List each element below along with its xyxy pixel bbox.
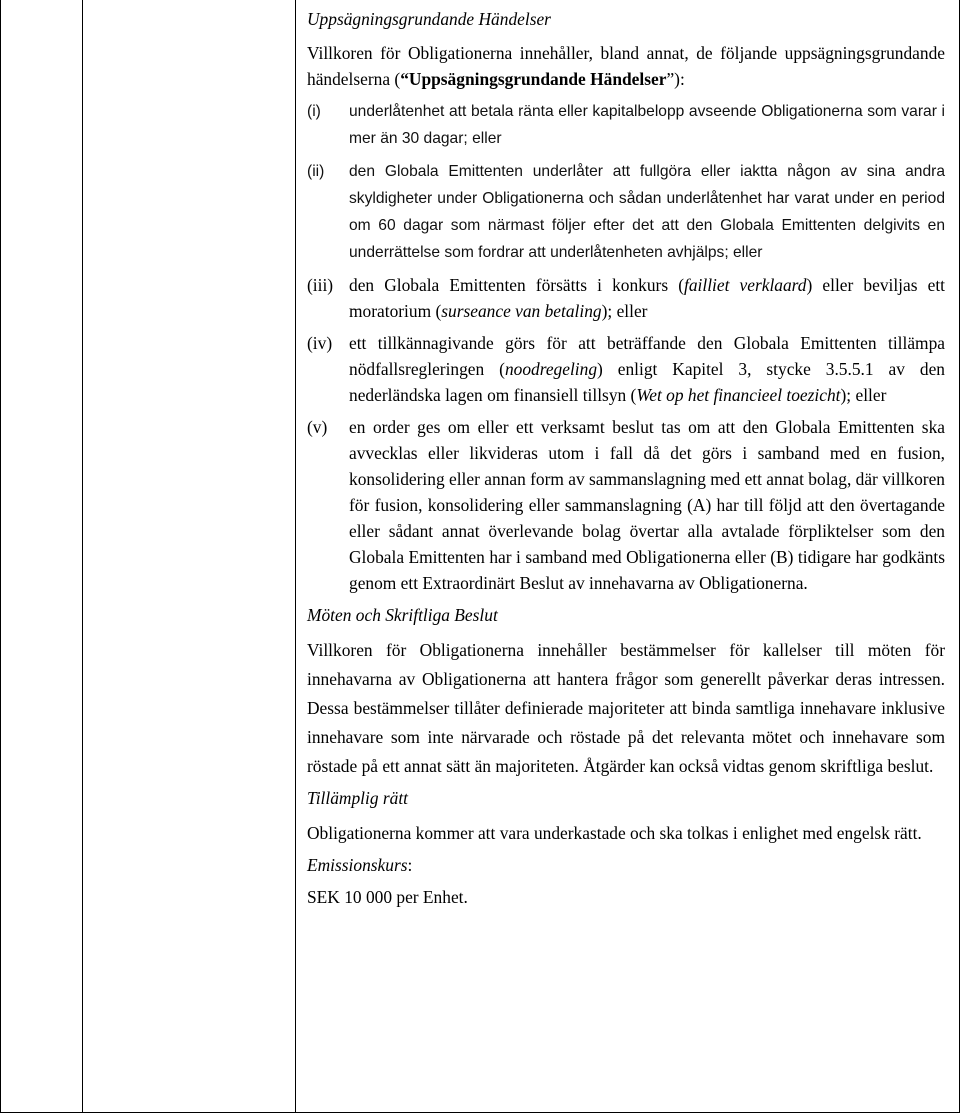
document-cell-content <box>307 6 945 914</box>
list-item-number: (ii) <box>307 163 325 180</box>
section-heading-meetings: Möten och Skriftliga Beslut <box>307 605 498 625</box>
list-item-text: den Globala Emittenten underlåter att fullgöra eller iaktta någon av sina andra skyldigheter under Obligationerna och sådan underlåtenhet har varat under en period om 60 dagar som närmast följer efter det att den Globala Emittenten delgivits en underrättelse som fordrar att underlåtenheten avhjälps; eller <box>349 163 945 261</box>
governing-law-text: Obligationerna kommer att vara underkastade och ska tolkas i enlighet med engelsk rätt. <box>307 823 922 843</box>
table-column-divider-1 <box>82 0 83 1113</box>
list-item <box>307 414 945 596</box>
meetings-text: Villkoren för Obligationerna innehåller bestämmelser för kallelser till möten för innehavarna av Obligationerna att hantera frågor som generellt påverkar deras intressen. Dessa bestämmelser tillåter definierade majoriteter att binda samtliga innehavare inklusive innehavare som inte närvarade och röstade på det relevanta mötet och innehavare som röstade på ett annat sätt än majoriteten. Åtgärder kan också vidtas genom skriftliga beslut. <box>307 640 945 776</box>
text-run: ) eller beviljas ett moratorium ( <box>349 275 946 321</box>
intro-defined-term: “Uppsägningsgrundande Händelser <box>400 69 667 89</box>
intro-text: Villkoren för Obligationerna innehåller, bland annat, de följande uppsägningsgrundande händelserna ( <box>307 43 945 89</box>
section-heading-issue-price <box>307 852 945 878</box>
section-heading-events: Uppsägningsgrundande Händelser <box>307 9 551 29</box>
intro-text-end: ”): <box>666 69 685 89</box>
dutch-term: Wet op het financieel toezicht <box>636 385 841 405</box>
section-heading-governing-law: Tillämplig rätt <box>307 788 408 808</box>
text-run: ett tillkännagivande görs för att beträffande den Globala Emittenten tillämpa nödfallsregleringen ( <box>349 333 945 379</box>
list-item-text <box>349 330 945 408</box>
text-run: ); eller <box>840 385 887 405</box>
text-run: ); eller <box>601 301 648 321</box>
list-item <box>307 98 945 152</box>
list-item <box>307 272 945 324</box>
issue-price-text: SEK 10 000 per Enhet. <box>307 887 468 907</box>
list-item-number: (i) <box>307 103 321 120</box>
issue-price-heading-colon: : <box>407 855 413 875</box>
list-item-text: en order ges om eller ett verksamt beslut tas om att den Globala Emittenten ska avvecklas eller likvideras utom i fall då det görs i samband med en fusion, konsolidering eller annan form av sammanslagning med ett annat bolag, där villkoren för fusion, konsolidering eller sammanslagning (A) har till följd att den övertagande eller sådant annat överlevande bolag övertar alla avtalade förpliktelser som den Globala Emittenten har i samband med Obligationerna eller (B) tidigare har godkänts genom ett Extraordinärt Beslut av innehavarna av Obligationerna. <box>349 417 945 593</box>
list-item-number: (iv) <box>307 333 333 353</box>
list-item-number: (v) <box>307 417 328 437</box>
table-border-left <box>0 0 1 1113</box>
list-item <box>307 330 945 408</box>
dutch-term: noodregeling <box>504 359 598 379</box>
events-list <box>307 98 945 596</box>
table-border-bottom <box>0 1112 960 1113</box>
events-intro <box>307 40 945 92</box>
list-item-text <box>349 272 945 324</box>
list-item-number: (iii) <box>307 275 334 295</box>
dutch-term: surseance van betaling <box>441 301 602 321</box>
issue-price-heading-text: Emissionskurs <box>307 855 408 875</box>
dutch-term: failliet verklaard <box>684 275 807 295</box>
text-run: ) enligt Kapitel 3, stycke 3.5.5.1 av den nederländska lagen om finansiell tillsyn ( <box>349 359 945 405</box>
list-item <box>307 158 945 266</box>
table-column-divider-2 <box>295 0 296 1113</box>
text-run: den Globala Emittenten försätts i konkurs ( <box>349 275 685 295</box>
list-item-text: underlåtenhet att betala ränta eller kapitalbelopp avseende Obligationerna som varar i mer än 30 dagar; eller <box>349 103 945 147</box>
